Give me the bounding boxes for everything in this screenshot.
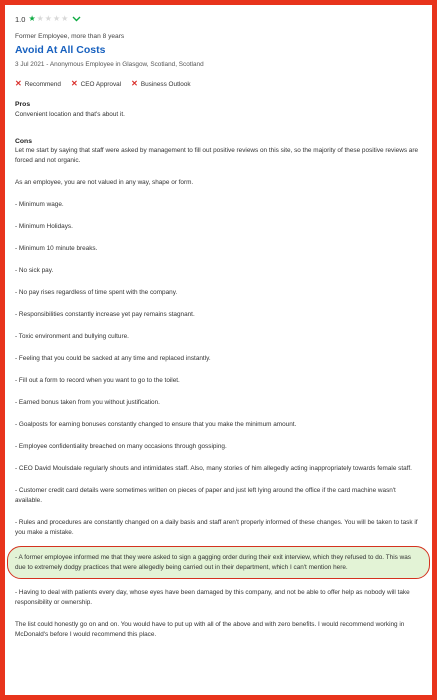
cons-paragraph: - No sick pay. [15,267,54,274]
badge-ceo-approval [71,80,121,88]
badge-business-outlook [131,80,190,88]
cons-paragraph: The list could honestly go on and on. You would have to put up with all of the above and with zero benefits. I would recommend working in McDonald's before I would recommend this place. [15,621,405,638]
star-icon: ★ [28,14,36,23]
cons-paragraph: - Feeling that you could be sacked at any time and replaced instantly. [15,355,211,362]
highlighted-paragraph [7,546,430,579]
cons-list [15,146,422,640]
badge-label: Recommend [24,80,61,88]
cons-paragraph: Let me start by saying that staff were asked by management to fill out positive reviews on this site, so the majority of these positive reviews are forced and not organic. [15,147,419,164]
star-icon: ★ [61,14,69,23]
cons-paragraph: - A former employee informed me that they were asked to sign a gagging order during their exit interview, which they refused to do. This was due to extremely dodgy practices that were allegedly being carried out in their department, which I can't mention here. [15,554,411,571]
review-meta: 3 Jul 2021 - Anonymous Employee in Glasgow, Scotland, Scotland [15,61,204,68]
badge-label: CEO Approval [80,80,122,88]
cons-paragraph: - Toxic environment and bullying culture. [15,333,129,340]
x-mark-icon: ✕ [15,79,22,88]
cons-paragraph: - Goalposts for earning bonuses constantly changed to ensure that you make the minimum amount. [15,421,297,428]
cons-paragraph: - Rules and procedures are constantly changed on a daily basis and staff aren't properly informed of these changes. You will be taken to task if you make a mistake. [15,519,418,536]
review-card [15,11,422,652]
rating-value: 1.0 [15,14,26,24]
cons-paragraph: - No pay rises regardless of time spent with the company. [15,289,178,296]
cons-paragraph: - Minimum wage. [15,201,64,208]
cons-paragraph: - Earned bonus taken from you without justification. [15,399,160,406]
cons-paragraph: - CEO David Moulsdale regularly shouts and intimidates staff. Also, many stories of him allegedly acting inappropriately towards female staff. [15,465,412,472]
rating-row[interactable] [15,11,422,27]
badge-recommend [15,80,61,88]
cons-paragraph: - Employee confidentiality breached on many occasions through gossiping. [15,443,227,450]
x-mark-icon: ✕ [131,79,138,88]
x-mark-icon: ✕ [70,79,78,88]
cons-paragraph: - Having to deal with patients every day, whose eyes have been damaged by this company, and not be able to offer help as nobody will take responsibility or ownership. [15,589,410,606]
star-icon: ★ [36,14,44,23]
cons-heading: Cons [15,138,32,145]
star-icon: ★ [52,14,61,23]
pros-heading: Pros [15,101,31,108]
review-title[interactable]: Avoid At All Costs [15,44,106,56]
star-icon: ★ [44,14,52,23]
review-badges [15,80,422,88]
cons-paragraph: - Minimum Holidays. [15,223,73,230]
chevron-down-icon[interactable] [72,16,81,22]
badge-label: Business Outlook [140,80,191,88]
cons-paragraph: - Minimum 10 minute breaks. [15,245,98,252]
star-rating [28,15,69,23]
cons-paragraph: - Responsibilities constantly increase yet pay remains stagnant. [15,311,195,318]
cons-paragraph: - Fill out a form to record when you want to go to the toilet. [15,377,180,384]
pros-text: Convenient location and that's about it. [15,111,125,118]
cons-paragraph: - Customer credit card details were sometimes written on pieces of paper and just left lying around the office if the card machine wasn't available. [15,487,396,504]
employee-role: Former Employee, more than 8 years [15,33,125,40]
cons-paragraph: As an employee, you are not valued in any way, shape or form. [15,179,194,186]
